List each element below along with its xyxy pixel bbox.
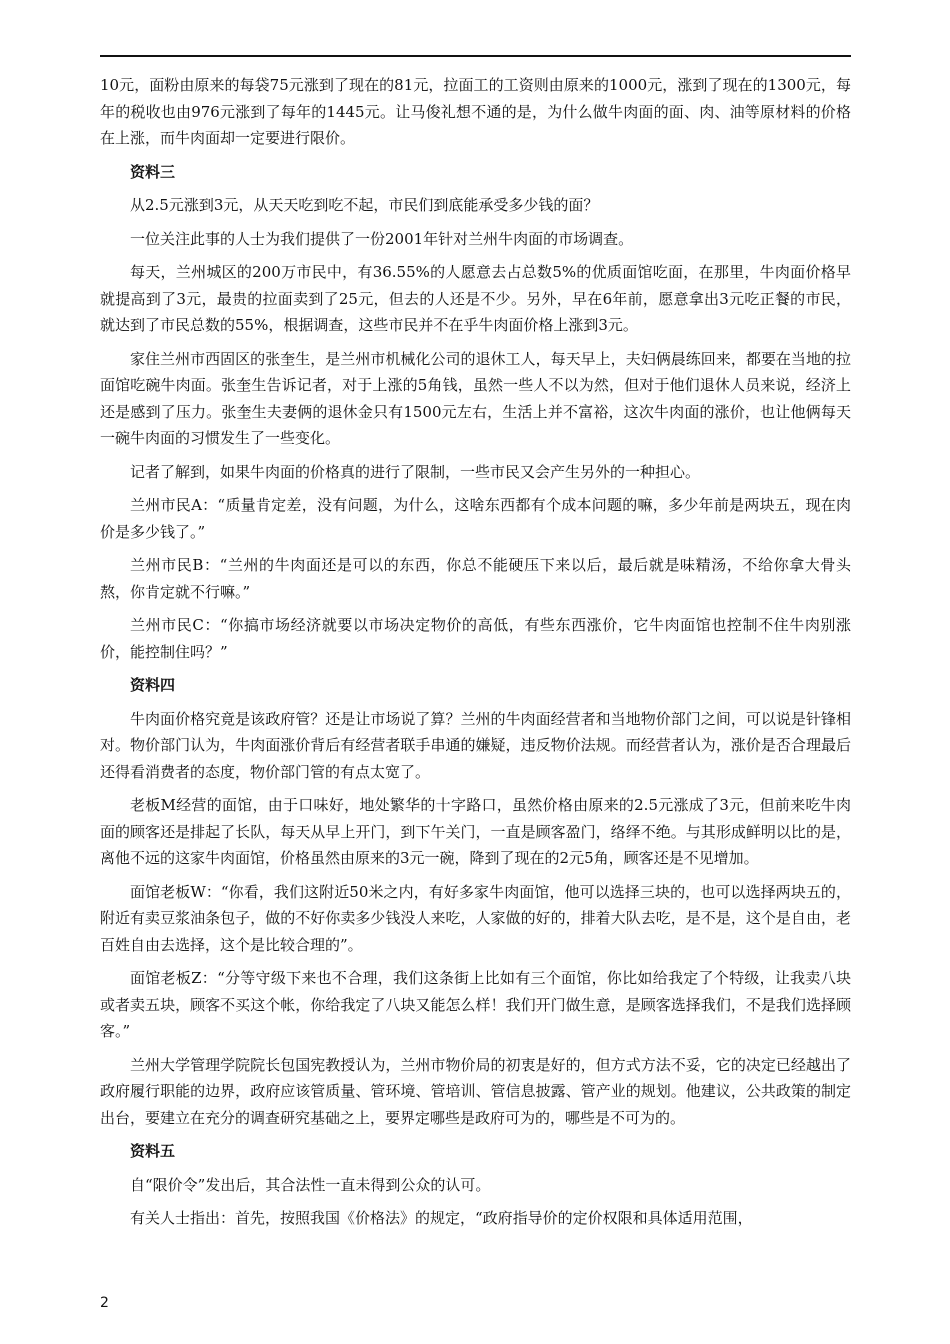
paragraph: 兰州市民B：“兰州的牛肉面还是可以的东西，你总不能硬压下来以后，最后就是味精汤，不给你拿大骨头熬，你肯定就不行嘛。” [100, 556, 851, 601]
paragraph: 记者了解到，如果牛肉面的价格真的进行了限制，一些市民又会产生另外的一种担心。 [130, 462, 701, 481]
paragraph: 面馆老板W：“你看，我们这附近50米之内，有好多家牛肉面馆，他可以选择三块的，也可以选择两块五的，附近有卖豆浆油条包子，做的不好你卖多少钱没人来吃，人家做的好的，排着大队去吃，是不是，这个是自由，老百姓自由去选择，这个是比较合理的”。 [100, 882, 851, 954]
section-heading: 资料五 [130, 1142, 176, 1160]
paragraph: 每天，兰州城区的200万市民中，有36.55%的人愿意去占总数5%的优质面馆吃面，在那里，牛肉面价格早就提高到了3元，最贵的拉面卖到了25元，但去的人还是不少。另外，早在6年前，愿意拿出3元吃正餐的市民，就达到了市民总数的55%，根据调查，这些市民并不在乎牛肉面价格上涨到3元。 [100, 263, 851, 334]
paragraph: 自“限价令”发出后，其合法性一直未得到公众的认可。 [130, 1175, 491, 1194]
section-heading: 资料三 [130, 162, 176, 181]
paragraph: 兰州市民C：“你搞市场经济就要以市场决定物价的高低，有些东西涨价，它牛肉面馆也控制不住牛肉别涨价，能控制住吗？” [100, 616, 851, 661]
page-number: 2 [100, 1295, 109, 1311]
document-body [100, 72, 851, 1239]
section-heading: 资料四 [130, 676, 176, 694]
paragraph: 牛肉面价格究竟是该政府管？还是让市场说了算？兰州的牛肉面经营者和当地物价部门之间，可以说是针锋相对。物价部门认为，牛肉面涨价背后有经营者联手串通的嫌疑，违反物价法规。而经营者认为，涨价是否合理最后还得看消费者的态度，物价部门管的有点太宽了。 [100, 709, 851, 781]
paragraph: 兰州大学管理学院院长包国宪教授认为，兰州市物价局的初衷是好的，但方式方法不妥，它的决定已经越出了政府履行职能的边界，政府应该管质量、管环境、管培训、管信息披露、管产业的规划。他建议，公共政策的制定出台，要建立在充分的调查研究基础之上，要界定哪些是政府可为的，哪些是不可为的。 [100, 1055, 851, 1127]
paragraph: 面馆老板Z：“分等守级下来也不合理，我们这条街上比如有三个面馆，你比如给我定了个特级，让我卖八块或者卖五块，顾客不买这个帐，你给我定了八块又能怎么样！我们开门做生意，是顾客选择我们，不是我们选择顾客。” [100, 969, 851, 1040]
header-rule [100, 55, 851, 57]
paragraph: 兰州市民A：“质量肯定差，没有问题，为什么，这啥东西都有个成本问题的嘛，多少年前是两块五，现在肉价是多少钱了。” [100, 496, 851, 541]
paragraph: 老板M经营的面馆，由于口味好，地处繁华的十字路口，虽然价格由原来的2.5元涨成了3元，但前来吃牛肉面的顾客还是排起了长队，每天从早上开门，到下午关门，一直是顾客盈门，络绎不绝。与其形成鲜明以比的是，离他不远的这家牛肉面馆，价格虽然由原来的3元一碗，降到了现在的2元5角，顾客还是不见增加。 [100, 796, 851, 867]
paragraph: 家住兰州市西固区的张奎生，是兰州市机械化公司的退休工人，每天早上，夫妇俩晨练回来，都要在当地的拉面馆吃碗牛肉面。张奎生告诉记者，对于上涨的5角钱，虽然一些人不以为然，但对于他们退休人员来说，经济上还是感到了压力。张奎生夫妻俩的退休金只有1500元左右，生活上并不富裕，这次牛肉面的涨价，也让他俩每天一碗牛肉面的习惯发生了一些变化。 [100, 349, 851, 447]
paragraph: 从2.5元涨到3元，从天天吃到吃不起，市民们到底能承受多少钱的面？ [130, 196, 599, 214]
paragraph: 有关人士指出：首先，按照我国《价格法》的规定，“政府指导价的定价权限和具体适用范围， [130, 1209, 753, 1227]
paragraph: 一位关注此事的人士为我们提供了一份2001年针对兰州牛肉面的市场调查。 [130, 229, 634, 248]
paragraph: 10元，面粉由原来的每袋75元涨到了现在的81元，拉面工的工资则由原来的1000元，涨到了现在的1300元，每年的税收也由976元涨到了每年的1445元。让马俊礼想不通的是，为什么做牛肉面的面、肉、油等原材料的价格在上涨，而牛肉面却一定要进行限价。 [100, 76, 851, 147]
